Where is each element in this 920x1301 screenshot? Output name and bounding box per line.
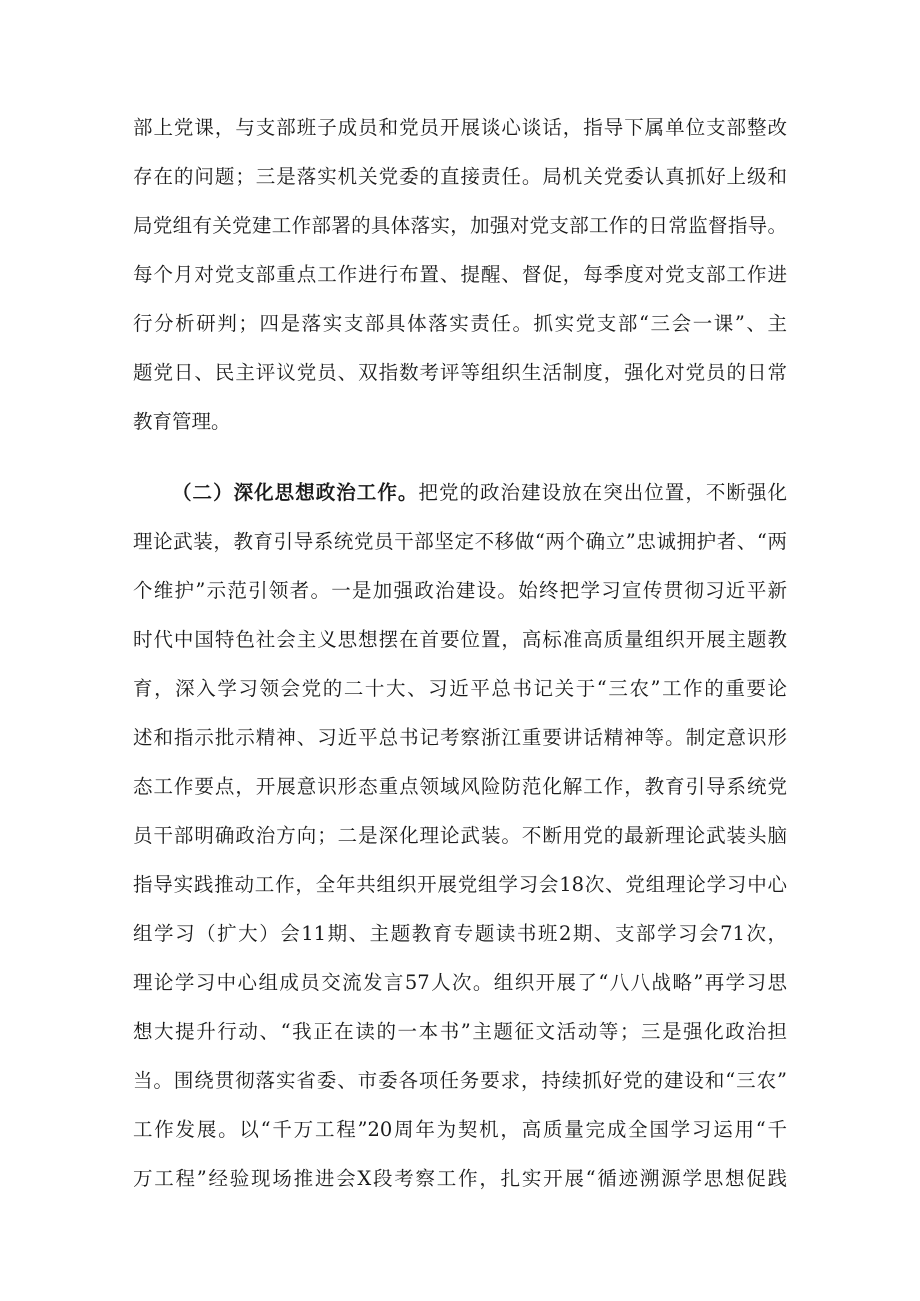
text-line: 部上党课，与支部班子成员和党员开展谈心谈话，指导下属单位支部整改	[133, 116, 787, 139]
text-line: 指导实践推动工作，全年共组织开展党组学习会18次、党组理论学习中心	[133, 873, 787, 896]
text-line: 存在的问题；三是落实机关党委的直接责任。局机关党委认真抓好上级和	[133, 165, 787, 188]
text-line: 局党组有关党建工作部署的具体落实，加强对党支部工作的日常监督指导。	[133, 214, 787, 237]
heading-followup-text: 把党的政治建设放在突出位置，不断强化	[418, 481, 787, 504]
text-line: 理论武装，教育引导系统党员干部坚定不移做“两个确立”忠诚拥护者、“两	[133, 530, 787, 553]
text-line: 每个月对党支部重点工作进行布置、提醒、督促，每季度对党支部工作进	[133, 263, 787, 286]
text-line: 当。围绕贯彻落实省委、市委各项任务要求，持续抓好党的建设和“三农”	[133, 1069, 787, 1092]
text-line: 教育管理。	[133, 410, 231, 433]
text-line: 个维护”示范引领者。一是加强政治建设。始终把学习宣传贯彻习近平新	[133, 579, 787, 602]
text-line: 工作发展。以“千万工程”20周年为契机，高质量完成全国学习运用“千	[133, 1118, 787, 1141]
text-line: 员干部明确政治方向；二是深化理论武装。不断用党的最新理论武装头脑	[133, 824, 787, 847]
text-line: 想大提升行动、“我正在读的一本书”主题征文活动等；三是强化政治担	[133, 1020, 787, 1043]
text-line: 题党日、民主评议党员、双指数考评等组织生活制度，强化对党员的日常	[133, 361, 787, 384]
text-line: 态工作要点，开展意识形态重点领域风险防范化解工作，教育引导系统党	[133, 775, 787, 798]
text-line: 行分析研判；四是落实支部具体落实责任。抓实党支部“三会一课”、主	[133, 312, 787, 335]
text-line: 万工程”经验现场推进会X段考察工作，扎实开展“循迹溯源学思想促践	[133, 1167, 787, 1190]
text-line: 组学习（扩大）会11期、主题教育专题读书班2期、支部学习会71次，	[133, 922, 787, 945]
text-line: 理论学习中心组成员交流发言57人次。组织开展了“八八战略”再学习思	[133, 971, 787, 994]
text-line-first	[172, 477, 787, 509]
text-line: 育，深入学习领会党的二十大、习近平总书记关于“三农”工作的重要论	[133, 677, 787, 700]
text-line: 时代中国特色社会主义思想摆在首要位置，高标准高质量组织开展主题教	[133, 628, 787, 651]
text-line: 述和指示批示精神、习近平总书记考察浙江重要讲话精神等。制定意识形	[133, 726, 787, 749]
section-heading: （二）深化思想政治工作。	[172, 481, 419, 504]
